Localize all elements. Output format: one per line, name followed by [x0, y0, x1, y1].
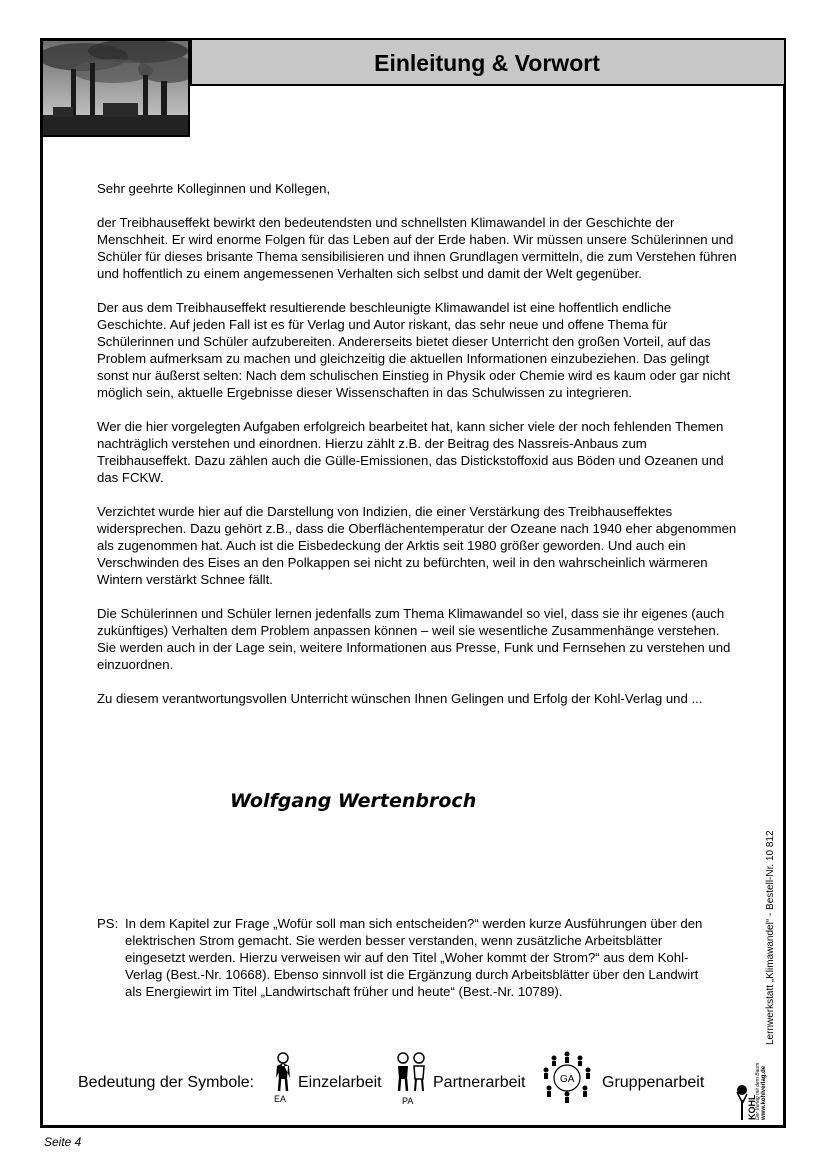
header-photo: [43, 41, 190, 137]
gruppenarbeit-label: Gruppenarbeit: [602, 1074, 705, 1091]
ea-abbr: EA: [274, 1094, 287, 1104]
ps-label: PS:: [97, 916, 119, 931]
page-number: Seite 4: [44, 1135, 82, 1149]
signature: Wolfgang Wertenbroch: [230, 790, 477, 812]
two-persons-icon: [394, 1052, 428, 1092]
paragraph: Wer die hier vorgelegten Aufgaben erfolgreich bearbeitet hat, kann sicher viele der noch fehlenden Themen nachträglich verstehen und einordnen. Hierzu zählt z.B. der Beitrag des Nassreis-Anbaus zum Treibhauseffekt. Dazu zählen auch die Gülle-Emissionen, das Distickstoffoxid aus Böden und Ozeanen und das FCKW.: [97, 419, 724, 485]
paragraph: Verzichtet wurde hier auf die Darstellung von Indizien, die einer Verstärkung des Treibhauseffektes widersprechen. Dazu gehört z.B., dass die Oberflächentemperatur der Ozeane nach 1940 eher abgenommen als zugenommen hat. Auch ist die Eisbedeckung der Arktis seit 1980 größer geworden. Und auch ein Verschwinden des Eises an den Polkappen sei nicht zu befürchten, weil in den wahrscheinlich wärmeren Wintern verstärkt Schnee fällt.: [97, 504, 737, 587]
ga-abbr: GA: [560, 1074, 575, 1085]
postscript: [97, 915, 717, 1000]
salutation: Sehr geehrte Kolleginnen und Kollegen,: [97, 181, 331, 196]
partnerarbeit-label: Partnerarbeit: [433, 1074, 526, 1091]
einzelarbeit-label: Einzelarbeit: [298, 1074, 382, 1091]
symbol-legend: [78, 1050, 738, 1110]
factory-smoke-image: [43, 41, 190, 137]
logo-url: www.kohlverlag.de: [761, 1065, 767, 1120]
paragraph: Die Schülerinnen und Schüler lernen jedenfalls zum Thema Klimawandel so viel, dass sie ihr eigenes (auch zukünftiges) Verhalten dem Problem anpassen können – weil sie wesentliche Zusammenhänge verstehen. Sie werden auch in der Lage sein, weitere Informationen aus Presse, Funk und Fernsehen zu verstehen und einzuordnen.: [97, 606, 731, 672]
paragraph: Der aus dem Treibhauseffekt resultierende beschleunigte Klimawandel ist eine hoffentlich endliche Geschichte. Auf jeden Fall ist es für Verlag und Autor riskant, das sehr neue und offene Thema für Schülerinnen und Schüler aufzubereiten. Andererseits bietet dieser Unterricht den großen Vorteil, auf das Problem aufmerksam zu machen und gleichzeitig die aktuellen Informationen einzubeziehen. Das gelingt sonst nur äußerst selten: Nach dem schulischen Einstieg in Physik oder Chemie wird es kaum oder gar nicht möglich sein, aktuelle Ergebnisse dieser Wissenschaften in das Schulwissen zu integrieren.: [97, 300, 731, 400]
logo-slogan: Der Verlag mit dem Baum: [755, 1062, 761, 1120]
body-text: [97, 180, 737, 724]
paragraph: Zu diesem verantwortungsvollen Unterricht wünschen Ihnen Gelingen und Erfolg der Kohl-Verlag und ...: [97, 691, 703, 706]
paragraph: der Treibhauseffekt bewirkt den bedeutendsten und schnellsten Klimawandel in der Geschichte der Menschheit. Er wird enorme Folgen für das Leben auf der Erde haben. Wir müssen unsere Schülerinnen und Schüler für dieses brisante Thema sensibilisieren und ihnen Grundlagen vermitteln, die zum Verstehen führen und hoffentlich zu einem angemessenen Verhalten sich selbst und damit der Welt gegenüber.: [97, 215, 737, 281]
ps-text: In dem Kapitel zur Frage „Wofür soll man sich entscheiden?“ werden kurze Ausführungen über den elektrischen Strom gemacht. Sie werden besser verstanden, wenn zusätzliche Arbeitsblätter eingesetzt werden. Hierzu verweisen wir auf den Titel „Woher kommt der Strom?“ aus dem Kohl-Verlag (Best.-Nr. 10668). Ebenso sinnvoll ist die Ergänzung durch Arbeitsblätter über den Landwirt als Energiewirt im Titel „Landwirtschaft früher und heute“ (Best.-Nr. 10789).: [125, 916, 703, 999]
kohl-logo: [735, 1050, 767, 1120]
single-person-icon: [273, 1052, 293, 1092]
order-number-text: Lernwerkstatt „Klimawandel“ - Bestell-Nr. 10 812: [765, 830, 776, 1045]
pa-abbr: PA: [402, 1096, 414, 1106]
logo-name: KOHL: [747, 1094, 757, 1120]
page-title: Einleitung & Vorwort: [374, 50, 600, 76]
symbol-legend-intro: Bedeutung der Symbole:: [78, 1074, 255, 1091]
